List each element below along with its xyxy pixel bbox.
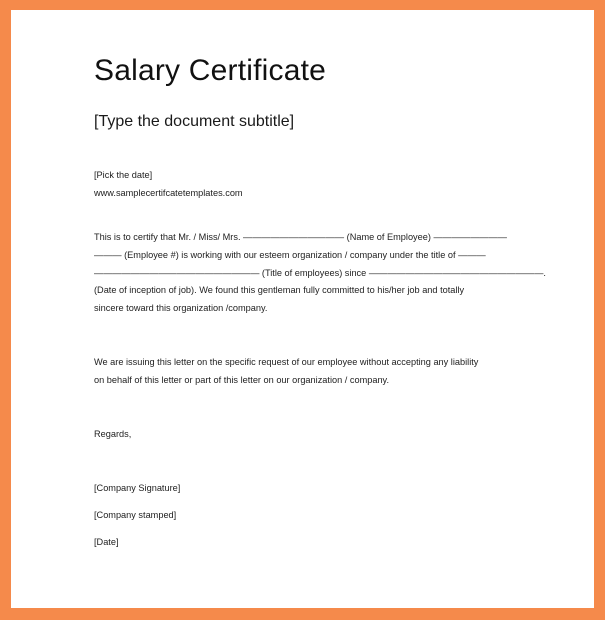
paragraph-line: (Date of inception of job). We found this gentleman fully committed to his/her job and totally (94, 285, 465, 296)
certification-paragraph (94, 229, 546, 318)
paragraph-line: sincere toward this organization /company. (94, 303, 268, 314)
paragraph-line: —————————————————— (Title of employees) since ———————————————————. (94, 267, 546, 278)
paragraph-line: ——— (Employee #) is working with our esteem organization / company under the title of ——— (94, 249, 486, 260)
certificate-page (11, 10, 594, 608)
date-placeholder: [Pick the date] (94, 170, 153, 180)
request-paragraph (94, 354, 524, 390)
document-subtitle: [Type the document subtitle] (94, 113, 295, 130)
footer-date-placeholder: [Date] (94, 537, 119, 547)
closing-regards: Regards, (94, 429, 132, 439)
paragraph-line: This is to certify that Mr. / Miss/ Mrs. ——————————— (Name of Employee) ———————— (94, 232, 507, 242)
document-title: Salary Certificate (94, 54, 327, 87)
company-signature-placeholder: [Company Signature] (94, 483, 181, 493)
website-text: www.samplecertifcatetemplates.com (94, 188, 243, 198)
paragraph-line: We are issuing this letter on the specific request of our employee without accepting any liability (94, 357, 479, 367)
paragraph-line: on behalf of this letter or part of this letter on our organization / company. (94, 374, 390, 385)
company-stamp-placeholder: [Company stamped] (94, 510, 177, 520)
